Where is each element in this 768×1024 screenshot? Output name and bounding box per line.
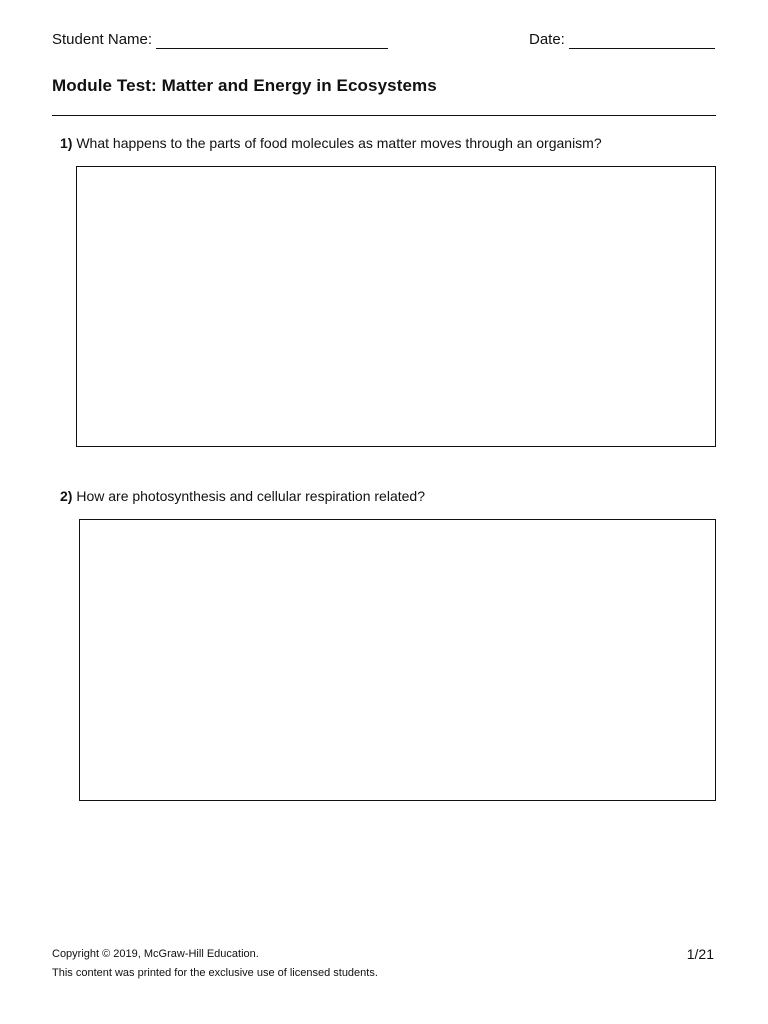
student-name-field xyxy=(52,31,388,49)
footer-license-note: This content was printed for the exclusive use of licensed students. xyxy=(52,967,378,979)
date-label: Date: xyxy=(529,31,565,48)
question-1-number: 1) xyxy=(60,135,73,151)
date-field xyxy=(529,31,715,49)
question-2-text: How are photosynthesis and cellular respiration related? xyxy=(76,488,425,504)
page-title: Module Test: Matter and Energy in Ecosystems xyxy=(52,76,437,95)
question-2-number: 2) xyxy=(60,488,73,504)
student-name-label: Student Name: xyxy=(52,31,153,48)
question-1 xyxy=(60,135,602,151)
answer-box-2[interactable] xyxy=(79,519,716,801)
question-2 xyxy=(60,488,425,504)
header-row xyxy=(52,31,716,51)
question-1-text: What happens to the parts of food molecules as matter moves through an organism? xyxy=(76,135,602,151)
footer-copyright: Copyright © 2019, McGraw-Hill Education. xyxy=(52,948,259,960)
page-number: 1/21 xyxy=(686,946,714,962)
date-blank[interactable] xyxy=(569,34,715,49)
student-name-blank[interactable] xyxy=(156,34,388,49)
title-divider xyxy=(52,115,716,116)
answer-box-1[interactable] xyxy=(76,166,716,447)
